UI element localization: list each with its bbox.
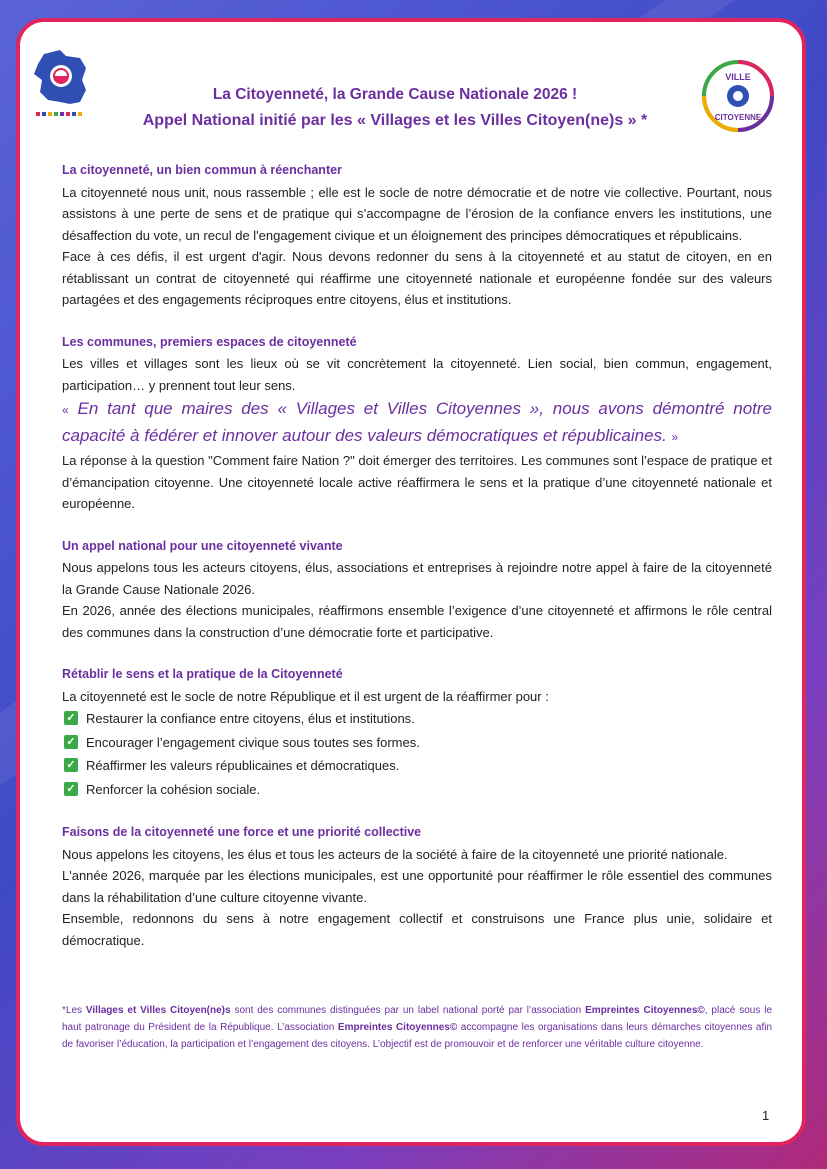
- paragraph: La citoyenneté est le socle de notre République et il est urgent de la réaffirmer pour :: [62, 688, 549, 704]
- list-item: [62, 731, 772, 755]
- list-item-text: Réaffirmer les valeurs républicaines et démocratiques.: [86, 758, 400, 773]
- section-heading: Rétablir le sens et la pratique de la Citoyenneté: [62, 667, 343, 681]
- paragraph: Nous appelons tous les acteurs citoyens, élus, associations et entreprises à rejoindre notre appel à faire de la citoyenneté la Grande Cause Nationale 2026.: [62, 560, 772, 597]
- paragraph: La citoyenneté nous unit, nous rassemble ; elle est le socle de notre démocratie et de notre vie collective. Pourtant, nous assistons à une perte de sens et de pratique qui s’accompagne de l’érosion de la confiance envers les institutions, une désaffection du vote, un recul de l'engagement civique et un éloignement des principes démocratiques et républicains.: [62, 184, 772, 243]
- section-heading: La citoyenneté, un bien commun à réenchanter: [62, 163, 342, 177]
- quote-open-mark: «: [62, 403, 69, 417]
- paragraph: Face à ces défis, il est urgent d'agir. Nous devons redonner du sens à la citoyenneté et au statut de citoyen, en en rétablissant un contrat de citoyenneté qui réaffirme une citoyenneté nationale et européenne fondée sur des valeurs partagées et des engagements réciproques entre citoyens, élus et institutions.: [62, 249, 772, 307]
- logo-text-top: VILLE: [725, 72, 751, 82]
- list-item: [62, 707, 772, 731]
- footnote: *Les Villages et Villes Citoyen(ne)s sont des communes distinguées par un label national porté par l’association Empreintes Citoyennes©, placé sous le haut patronage du Président de la République. L’association Empreintes Citoyennes© accompagne les organisations dans leurs démarches citoyennes afin de favoriser l’éducation, la participation et l’engagement des citoyens. L’objectif est de promouvoir et de renforcer une véritable culture citoyenne.: [62, 1005, 773, 1050]
- france-map-logo-icon: [30, 46, 94, 128]
- paragraph: Ensemble, redonnons du sens à notre engagement collectif et construisons une France plus unie, solidaire et démocratique.: [62, 911, 772, 948]
- document-body: [62, 160, 772, 951]
- paragraph: Nous appelons les citoyens, les élus et tous les acteurs de la société à faire de la citoyenneté une priorité nationale.: [62, 846, 728, 862]
- list-item-text: Renforcer la cohésion sociale.: [86, 781, 261, 797]
- section-heading: Un appel national pour une citoyenneté vivante: [62, 538, 343, 553]
- quote: [62, 396, 772, 450]
- checkmark-icon: ✓: [64, 711, 78, 725]
- checklist: [62, 707, 772, 801]
- ville-citoyenne-logo-icon: [700, 58, 776, 134]
- quote-text: En tant que maires des « Villages et Villes Citoyennes », nous avons démontré notre capacité à fédérer et innover autour des valeurs démocratiques et républicaines.: [62, 399, 772, 445]
- logo-text-bottom: CITOYENNE: [714, 113, 762, 122]
- document-subtitle: Appel National initié par les « Villages et les Villes Citoyen(ne)s » *: [142, 112, 648, 129]
- paragraph: L'année 2026, marquée par les élections municipales, est une opportunité pour réaffirmer le rôle essentiel des communes dans la réhabilitation d’une culture citoyenne vivante.: [62, 868, 772, 905]
- list-item-text: Encourager l’engagement civique sous toutes ses formes.: [86, 734, 420, 750]
- document-title: La Citoyenneté, la Grande Cause Nationale 2026 !: [212, 86, 578, 103]
- page-number: 1: [762, 1108, 770, 1123]
- list-item-text: Restaurer la confiance entre citoyens, élus et institutions.: [86, 711, 415, 726]
- checkmark-icon: ✓: [64, 735, 78, 749]
- quote-close-mark: »: [671, 430, 679, 444]
- checkmark-icon: ✓: [64, 782, 78, 796]
- checkmark-icon: ✓: [64, 758, 78, 772]
- section-heading: Faisons de la citoyenneté une force et une priorité collective: [62, 825, 422, 839]
- list-item: [62, 778, 772, 802]
- paragraph: La réponse à la question "Comment faire Nation ?" doit émerger des territoires. Les communes sont l’espace de pratique et d’émancipation citoyenne. Une citoyenneté locale active réaffirmera le sens et la pratique d’une citoyenneté nationale et européenne.: [62, 453, 772, 511]
- paragraph: Les villes et villages sont les lieux où se vit concrètement la citoyenneté. Lien social, bien commun, engagement, participation… y prennent tout leur sens.: [62, 356, 772, 393]
- list-item: [62, 754, 772, 778]
- section-heading: Les communes, premiers espaces de citoyenneté: [62, 334, 357, 349]
- paragraph: En 2026, année des élections municipales, réaffirmons ensemble l’exigence d’une citoyenneté et affirmons le rôle central des communes dans la construction d’une démocratie forte et participative.: [62, 603, 772, 640]
